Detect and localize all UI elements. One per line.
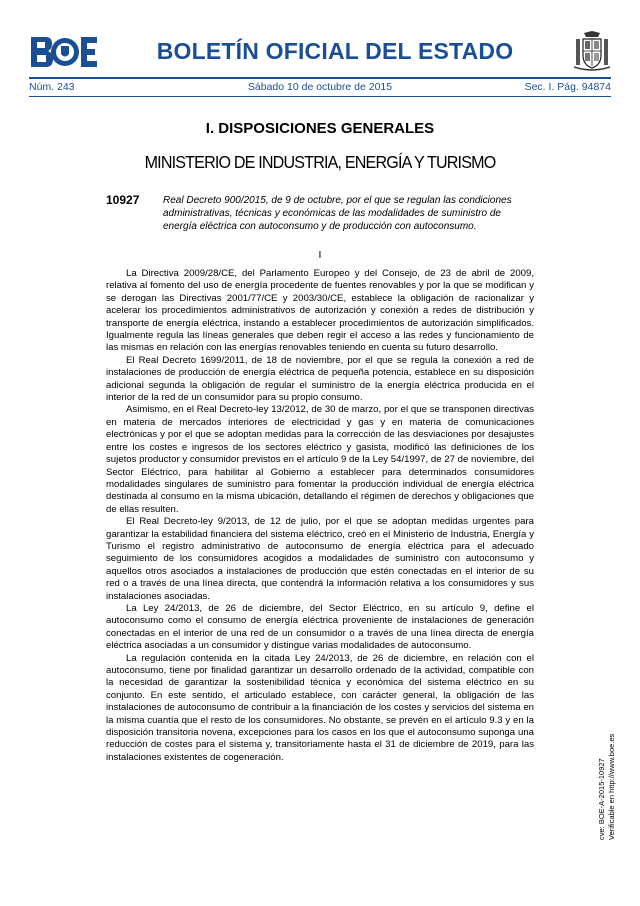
paragraph: El Real Decreto 1699/2011, de 18 de noviembre, por el que se regula la conexión a red de instalaciones de producción de energía eléctrica de pequeña potencia, establece en su disposición adicional segunda la obligación de regular el suministro de la energía eléctrica producida en el interior de la red de un consumidor para su propio consumo. xyxy=(106,354,534,404)
verification-note xyxy=(597,734,617,840)
verification-link[interactable]: Verificable en http://www.boe.es xyxy=(607,733,616,840)
part-numeral: I xyxy=(318,249,322,261)
section-title: I. DISPOSICIONES GENERALES xyxy=(205,120,435,137)
section-page: Sec. I. Pág. 94874 xyxy=(524,81,611,93)
coat-of-arms-icon xyxy=(574,31,610,71)
ministry-title: MINISTERIO DE INDUSTRIA, ENERGÍA Y TURISMO xyxy=(144,152,496,172)
document-number: 10927 xyxy=(106,193,140,207)
paragraph: El Real Decreto-ley 9/2013, de 12 de julio, por el que se adoptan medidas urgentes para garantizar la estabilidad financiera del sistema eléctrico, creó en el Ministerio de Industria, Energía y Turismo el registro administrativo de autoconsumo de energía eléctrica para el adecuado seguimiento de los consumidores acogidos a modalidades de suministro con autoconsumo y aquellos otros asociados a instalaciones de producción que estén conectadas en el interior de su red o a través de una línea directa, que contendrá la información relativa a los consumidores y sus instalaciones asociadas. xyxy=(106,516,534,602)
paragraph: La Directiva 2009/28/CE, del Parlamento Europeo y del Consejo, de 23 de abril de 2009, relativa al fomento del uso de energía procedente de fuentes renovables y por la que se modifican y se derogan las Directivas 2001/77/CE y 2003/30/CE, establece la obligación de racionalizar y acelerar los procedimientos administrativos de autorización y conexión a redes de distribución y transporte de energía eléctrica, instando a establecer procedimientos de autorización simplificados. Igualmente regula las líneas generales que deben regir el acceso a las redes y funcionamiento de las mismas en relación con las energías renovables teniendo en cuenta su futuro desarrollo. xyxy=(106,268,534,354)
paragraph: La Ley 24/2013, de 26 de diciembre, del Sector Eléctrico, en su artículo 9, define el autoconsumo como el consumo de energía eléctrica proveniente de instalaciones de generación conectadas en el interior de una red de un consumidor o a través de una línea directa de energía eléctrica asociadas a un consumidor y distingue varias modalidades de autoconsumo. xyxy=(106,602,534,652)
header-info-row xyxy=(29,81,611,95)
header-title: BOLETÍN OFICIAL DEL ESTADO xyxy=(156,38,514,64)
header-rule-bottom xyxy=(29,96,611,97)
issue-date: Sábado 10 de octubre de 2015 xyxy=(247,81,393,93)
header-rule-top xyxy=(29,77,611,79)
document-body xyxy=(106,268,534,764)
issue-number: Núm. 243 xyxy=(29,81,75,93)
boe-logo-icon xyxy=(31,37,97,67)
cve-code: cve: BOE-A-2015-10927 xyxy=(597,758,606,840)
document-title: Real Decreto 900/2015, de 9 de octubre, por el que se regulan las condiciones administrativas, técnicas y económicas de las modalidades de suministro de energía eléctrica con autoconsumo y de producción con autoconsumo. xyxy=(163,195,512,232)
boe-logo xyxy=(31,37,97,67)
paragraph: La regulación contenida en la citada Ley 24/2013, de 26 de diciembre, en relación con el autoconsumo, tiene por finalidad garantizar un desarrollo ordenado de la actividad, compatible con la necesidad de garantizar la sostenibilidad técnica y económica del sistema eléctrico en su conjunto. En este sentido, el articulado establece, con carácter general, la obligación de las instalaciones de autoconsumo de contribuir a la financiación de los costes y servicios del sistema en la misma cuantía que el resto de los consumidores. No obstante, se prevén en el artículo 9.3 y en la disposición transitoria novena, excepciones para los casos en los que el autoconsumo suponga una reducción de costes para el sistema y, transitoriamente hasta el 31 de diciembre de 2019, para las instalaciones existentes de cogeneración. xyxy=(106,652,534,763)
coat-of-arms xyxy=(574,31,610,71)
paragraph: Asimismo, en el Real Decreto-ley 13/2012, de 30 de marzo, por el que se transponen directivas en materia de mercados interiores de electricidad y gas y en materia de comunicaciones electrónicas y por el que se adoptan medidas para la corrección de las desviaciones por desajustes entre los costes e ingresos de los sectores eléctrico y gasista, modificó las definiciones de los sujetos productor y consumidor previstos en el artículo 9 de la Ley 54/1997, de 27 de noviembre, del Sector Eléctrico, para habilitar al Gobierno a establecer para determinados consumidores modalidades singulares de suministro para fomentar la producción individual de energía eléctrica destinada al consumo en la misma ubicación, detallando el régimen de derechos y obligaciones que de ellas resulten. xyxy=(106,404,534,515)
